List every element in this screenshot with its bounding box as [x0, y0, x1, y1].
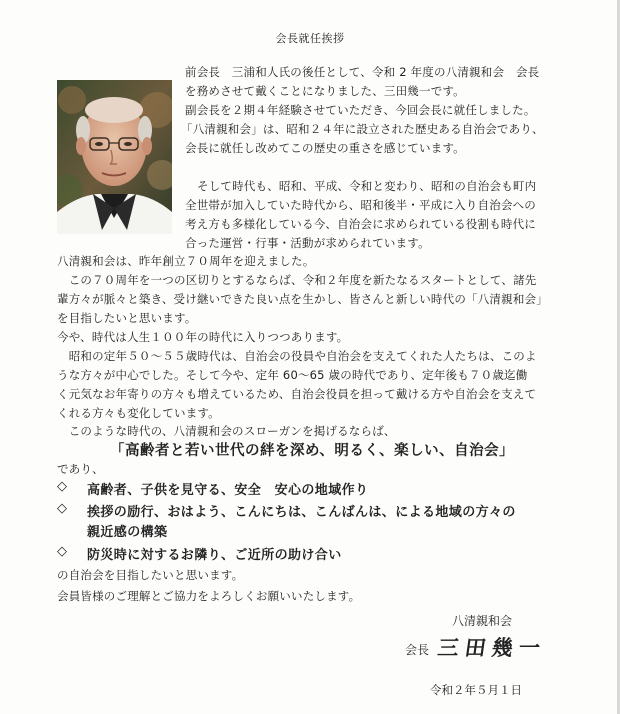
body-line: このような時代の、八清親和会のスローガンを掲げるならば、 — [57, 424, 396, 438]
diamond-bullet-icon: ◇ — [57, 479, 67, 494]
bullet-item: 挨拶の励行、おはよう、こんにちは、こんばんは、による地域の方々の — [87, 505, 516, 520]
body-line: 輩方々が脈々と築き、受け継いできた良い点を生かし、皆さんと新しい時代の「八清親和会」 — [57, 292, 548, 306]
bullet-item: 防災時に対するお隣り、ご近所の助け合い — [87, 548, 342, 563]
intro-line: 前会長 三浦和人氏の後任として、令和 2 年度の八清親和会 会長 — [185, 65, 540, 79]
paragraph2-line: 全世帯が加入していた時代から、昭和後半・平成に入り自治会への — [185, 198, 536, 212]
letter-title: 会長就任挨拶 — [275, 32, 345, 45]
paragraph2-line: そして時代も、昭和、平成、令和と変わり、昭和の自治会も町内 — [197, 179, 537, 193]
diamond-bullet-icon: ◇ — [57, 501, 67, 516]
letter-date: 令和２年５月１日 — [430, 683, 522, 697]
slogan: 「高齢者と若い世代の絆を深め、明るく、楽しい、自治会」 — [110, 443, 515, 459]
closing-line: の自治会を目指したいと思います。 — [57, 568, 244, 582]
after-slogan-text: であり、 — [57, 462, 104, 476]
intro-line: 会長に就任し改めてこの歴史の重さを感じています。 — [185, 141, 465, 155]
signer-role: 会長 — [405, 643, 430, 657]
body-line: うな方々が中心でした。そして今や、定年 60～65 歳の時代であり、定年後も７０歳迄働 — [57, 368, 528, 382]
body-line: くれる方々も変化しています。 — [57, 406, 220, 420]
bullet-item-continuation: 親近感の構築 — [87, 525, 168, 540]
bullet-item: 高齢者、子供を見守る、安全 安心の地域作り — [87, 483, 369, 498]
diamond-bullet-icon: ◇ — [57, 544, 67, 559]
intro-line: 副会長を２期４年経験させていただき、今回会長に就任しました。 — [185, 103, 536, 117]
organization-name: 八清親和会 — [452, 614, 513, 628]
body-line: を目指したいと思います。 — [57, 311, 197, 325]
body-line: 八清親和会は、昨年創立７０周年を迎えました。 — [57, 254, 315, 268]
signer-name: 三田幾一 — [436, 635, 548, 660]
intro-line: を務めさせて戴くことになりました、三田幾一です。 — [185, 84, 465, 98]
intro-line: 「八清親和会」は、昭和２４年に設立された歴史ある自治会であり、 — [181, 122, 544, 136]
portrait-image — [57, 80, 172, 234]
body-line: く元気なお年寄りの方々も増えているため、自治会役員を担って戴ける方や自治会を支えて — [57, 387, 537, 401]
chairman-portrait-photo — [57, 80, 172, 234]
closing-line: 会員皆様のご理解とご協力をよろしくお願いいたします。 — [57, 589, 361, 603]
body-line: この７０周年を一つの区切りとするならば、令和２年度を新たなるスタートとして、諸先 — [57, 273, 537, 287]
body-line: 今や、時代は人生１００年の時代に入りつつあります。 — [57, 330, 349, 344]
paragraph2-line: 考え方も多様化している今、自治会に求められている役割も時代に — [185, 217, 536, 231]
body-line: 昭和の定年５０～５５歳時代は、自治会の役員や自治会を支えてくれた人たちは、このよ — [57, 349, 537, 363]
paragraph2-line: 合った運営・行事・活動が求められています。 — [185, 236, 430, 250]
